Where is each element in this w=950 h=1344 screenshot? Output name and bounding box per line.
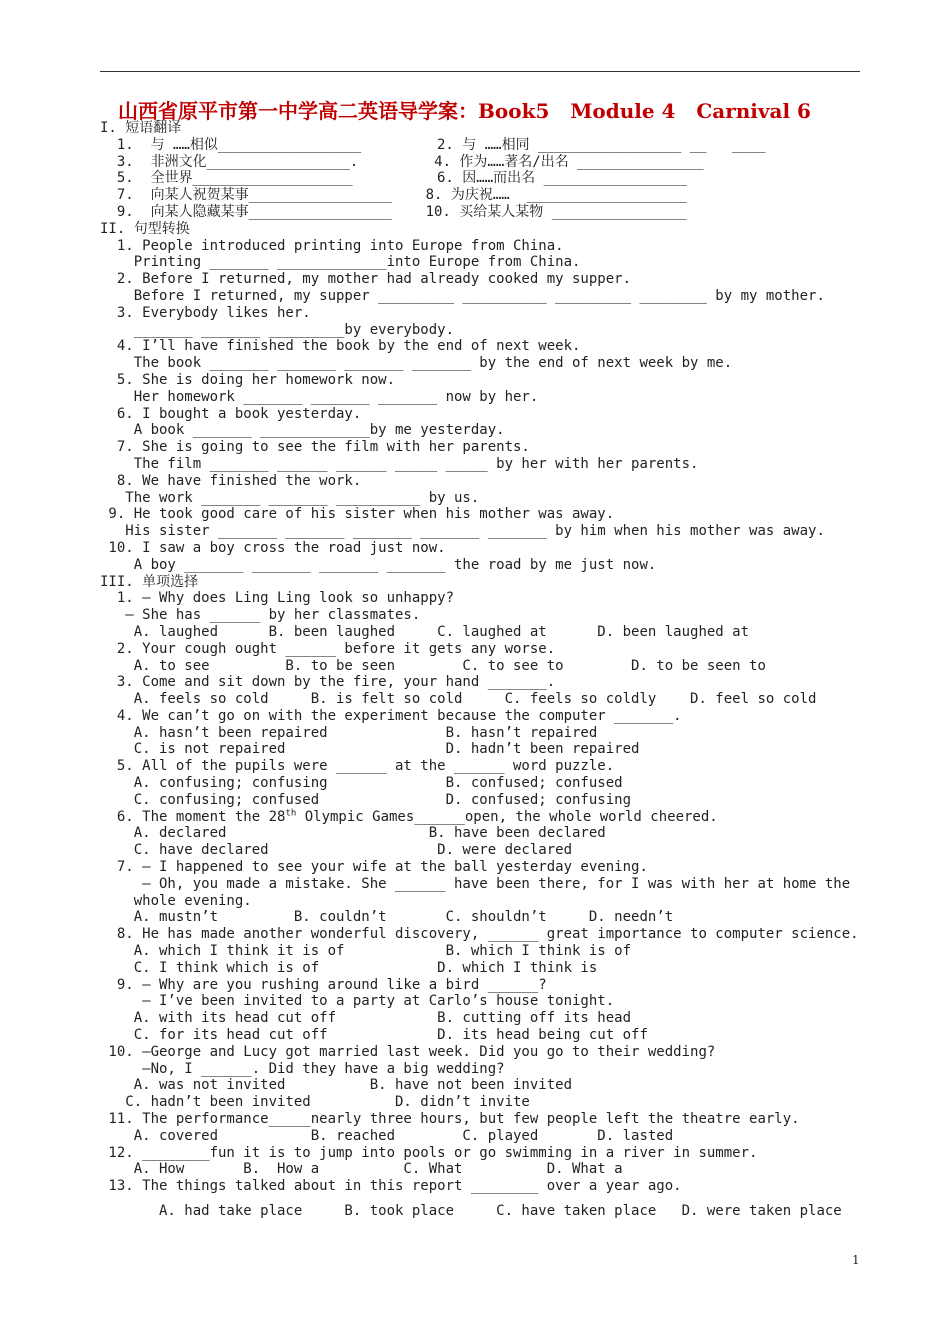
worksheet-body [100,120,860,1220]
text-line: 2. Before I returned, my mother had already cooked my supper. [100,271,632,288]
text-line: A. which I think it is of B. which I think is of [100,943,632,960]
line-gap [100,1195,860,1203]
text-line: Before I returned, my supper _________ __________ _________ ________ by my mother. [100,287,825,304]
text-line: — I’ve been invited to a party at Carlo’s house tonight. [100,993,615,1010]
text-line: 11. The performance_____nearly three hours, but few people left the theatre early. [100,1111,800,1128]
text-line: A. with its head cut off B. cutting off its head [100,1010,632,1027]
text-line: I. 短语翻译 [100,120,182,136]
text-line: C. have declared D. were declared [100,842,573,859]
text-line: — She has ______ by her classmates. [100,607,421,624]
text-line: C. I think which is of D. which I think is [100,959,598,976]
text-line: The work _______ _______ __________ by us. [100,489,480,506]
top-rule [100,71,860,72]
text-line: C. hadn’t been invited D. didn’t invite [100,1094,530,1111]
text-line: A. hasn’t been repaired B. hasn’t repaired [100,724,598,741]
text-line: His sister _______ _______ _______ _______ _______ by him when his mother was away. [100,523,825,540]
text-line: 2. Your cough ought ______ before it gets any worse. [100,640,556,657]
text-line: 1. — Why does Ling Ling look so unhappy? [100,590,455,607]
text-line: 3. Come and sit down by the fire, your hand _______. [100,674,556,691]
text-line: A boy _______ _______ _______ _______ the road by me just now. [100,556,657,573]
text-line: 3. 非洲文化_________________. 4. 作为……著名/出名 _______________ [100,153,704,170]
text-line: 10. —George and Lucy got married last week. Did you go to their wedding? [100,1043,716,1060]
text-line: 7. She is going to see the film with her parents. [100,439,530,456]
text-line: 1. 与 ……相似_________________ 2. 与 ……相同 _________________ __ ____ [100,136,766,153]
document-title: 山西省原平市第一中学高二英语导学案：Book5 Module 4 Carnival 6 [118,99,811,123]
text-line: A. declared B. have been declared [100,825,606,842]
text-line: A. How B. How a C. What D. What a [100,1161,623,1178]
text-line: The book _______ _______ _______ _______ by the end of next week by me. [100,355,733,372]
text-line: II. 句型转换 [100,220,190,237]
page-number: 1 [852,1253,860,1267]
text-line: 4. We can’t go on with the experiment because the computer _______. [100,707,682,724]
text-line: 7. 向某人祝贺某事_________________ 8. 为庆祝…… ___________________ [100,187,687,204]
text-line: 9. He took good care of his sister when his mother was away. [100,506,615,523]
text-line: A. mustn’t B. couldn’t C. shouldn’t D. needn’t [100,909,674,926]
text-line: 5. 全世界___________________ 6. 因……而出名 _________________ [100,170,687,187]
text-line: 5. All of the pupils were ______ at the ______ word puzzle. [100,758,615,775]
text-line: 7. — I happened to see your wife at the ball yesterday evening. [100,859,648,876]
text-line: 6. I bought a book yesterday. [100,405,362,422]
text-line: 5. She is doing her homework now. [100,371,396,388]
text-line: A. had take place B. took place C. have taken place D. were taken place [100,1203,842,1219]
text-line: 10. I saw a boy cross the road just now. [100,539,446,556]
text-line: III. 单项选择 [100,573,199,590]
text-line: A. to see B. to be seen C. to see to D. to be seen to [100,657,766,674]
text-line: 6. The moment the 28th Olympic Games______open, the whole world cheered. [100,808,718,825]
text-line: 1. People introduced printing into Europe from China. [100,237,564,254]
text-line: Her homework _______ _______ _______ now by her. [100,388,539,405]
text-line: 12. ________fun it is to jump into pools or go swimming in a river in summer. [100,1144,758,1161]
text-line: A. confusing; confusing B. confused; confused [100,775,623,792]
text-line: _______ _______ _________by everybody. [100,321,455,338]
text-line: 3. Everybody likes her. [100,304,311,321]
text-line: Printing _______ _____________into Europe from China. [100,254,581,271]
text-line: C. confusing; confused D. confused; confusing [100,791,632,808]
text-line: 13. The things talked about in this report ________ over a year ago. [100,1178,682,1195]
text-line: A. covered B. reached C. played D. lasted [100,1127,674,1144]
text-line: A. feels so cold B. is felt so cold C. feels so coldly D. feel so cold [100,691,817,708]
text-line: C. is not repaired D. hadn’t been repaired [100,741,640,758]
text-line: —No, I ______. Did they have a big wedding? [100,1060,505,1077]
text-line: whole evening. [100,892,252,909]
text-line: A. laughed B. been laughed C. laughed at D. been laughed at [100,623,750,640]
text-line: The film _______ ______ ______ _____ _____ by her with her parents. [100,455,699,472]
text-line: — Oh, you made a mistake. She ______ have been there, for I was with her at home the [100,875,851,892]
text-line: A book _______ _____________by me yesterday. [100,422,505,439]
text-line: 9. — Why are you rushing around like a bird ______? [100,976,547,993]
text-line: A. was not invited B. have not been invited [100,1077,573,1094]
text-line: 9. 向某人隐藏某事_________________ 10. 买给某人某物 ________________ [100,203,687,220]
text-line: 8. He has made another wonderful discovery, ______ great importance to computer science. [100,926,859,943]
text-line: 4. I’ll have finished the book by the end of next week. [100,338,581,355]
text-line: 8. We have finished the work. [100,472,362,489]
text-line: C. for its head cut off D. its head being cut off [100,1027,648,1044]
